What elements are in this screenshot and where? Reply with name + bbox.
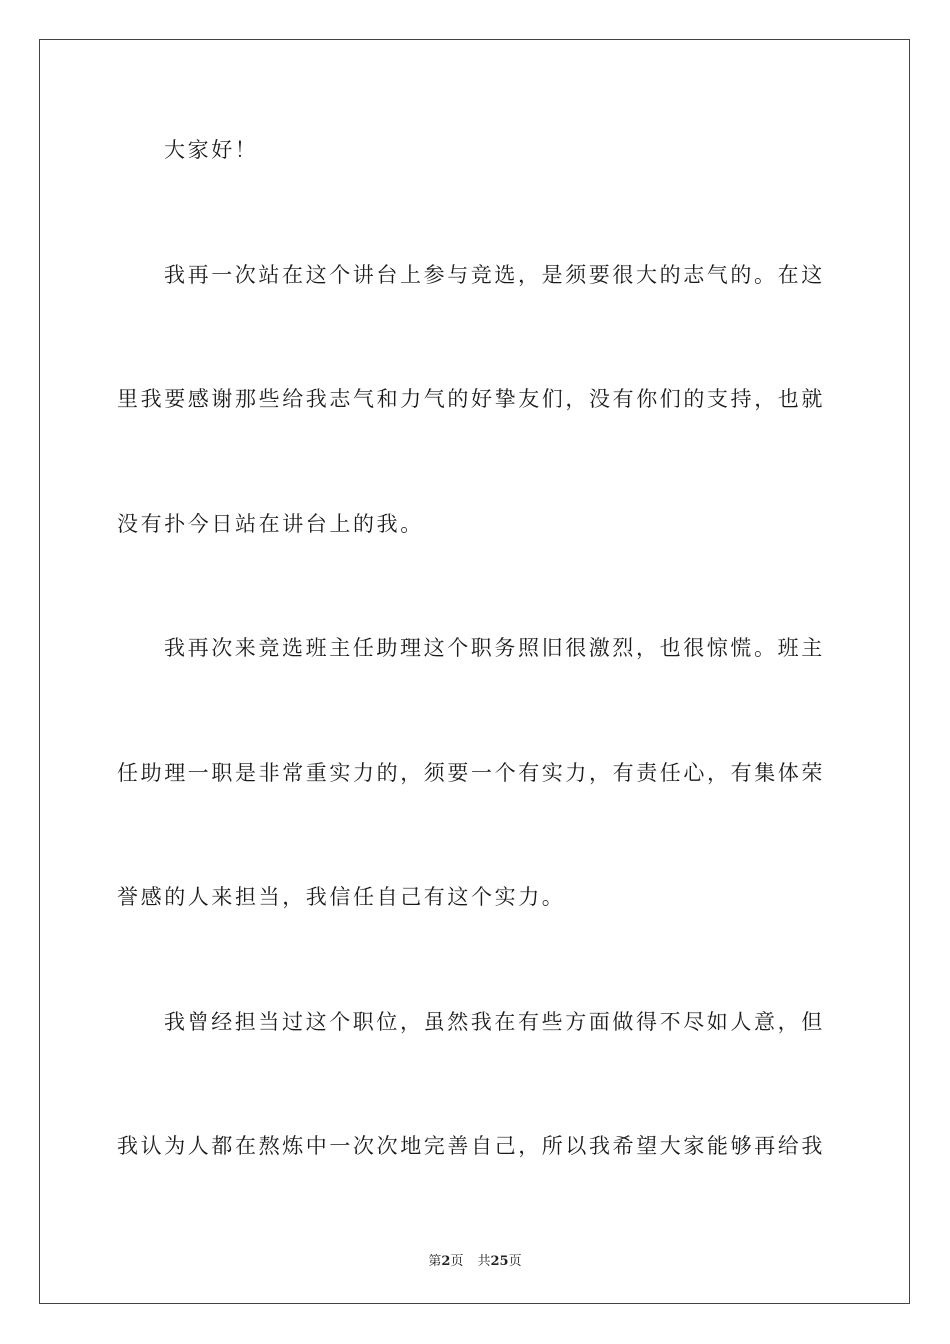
footer-total-prefix: 共: [477, 1254, 491, 1269]
paragraph-3-line-1: 我曾经担当过这个职位，虽然我在有些方面做得不尽如人意，但: [164, 1010, 825, 1034]
footer-page-prefix: 第: [428, 1254, 442, 1269]
page-border: [39, 39, 910, 1304]
paragraph-2-line-1: 我再次来竞选班主任助理这个职务照旧很激烈，也很惊慌。班主: [164, 636, 825, 660]
paragraph-2-line-2: 任助理一职是非常重实力的，须要一个有实力，有责任心，有集体荣: [117, 761, 825, 785]
paragraph-1-line-2: 里我要感谢那些给我志气和力气的好挚友们，没有你们的支持，也就: [117, 387, 825, 411]
page-footer: [0, 1250, 950, 1269]
footer-total-pages: 25: [490, 1254, 509, 1269]
paragraph-1-line-3: 没有扑今日站在讲台上的我。: [117, 512, 424, 536]
footer-total-suffix: 页: [508, 1254, 522, 1269]
footer-current-page: 2: [441, 1254, 451, 1269]
footer-page-suffix: 页: [450, 1254, 464, 1269]
paragraph-3-line-2: 我认为人都在熬炼中一次次地完善自己，所以我希望大家能够再给我: [117, 1134, 825, 1158]
paragraph-2-line-3: 誉感的人来担当，我信任自己有这个实力。: [117, 885, 566, 909]
greeting-line: 大家好！: [164, 138, 259, 162]
paragraph-1-line-1: 我再一次站在这个讲台上参与竞选，是须要很大的志气的。在这: [164, 263, 825, 287]
